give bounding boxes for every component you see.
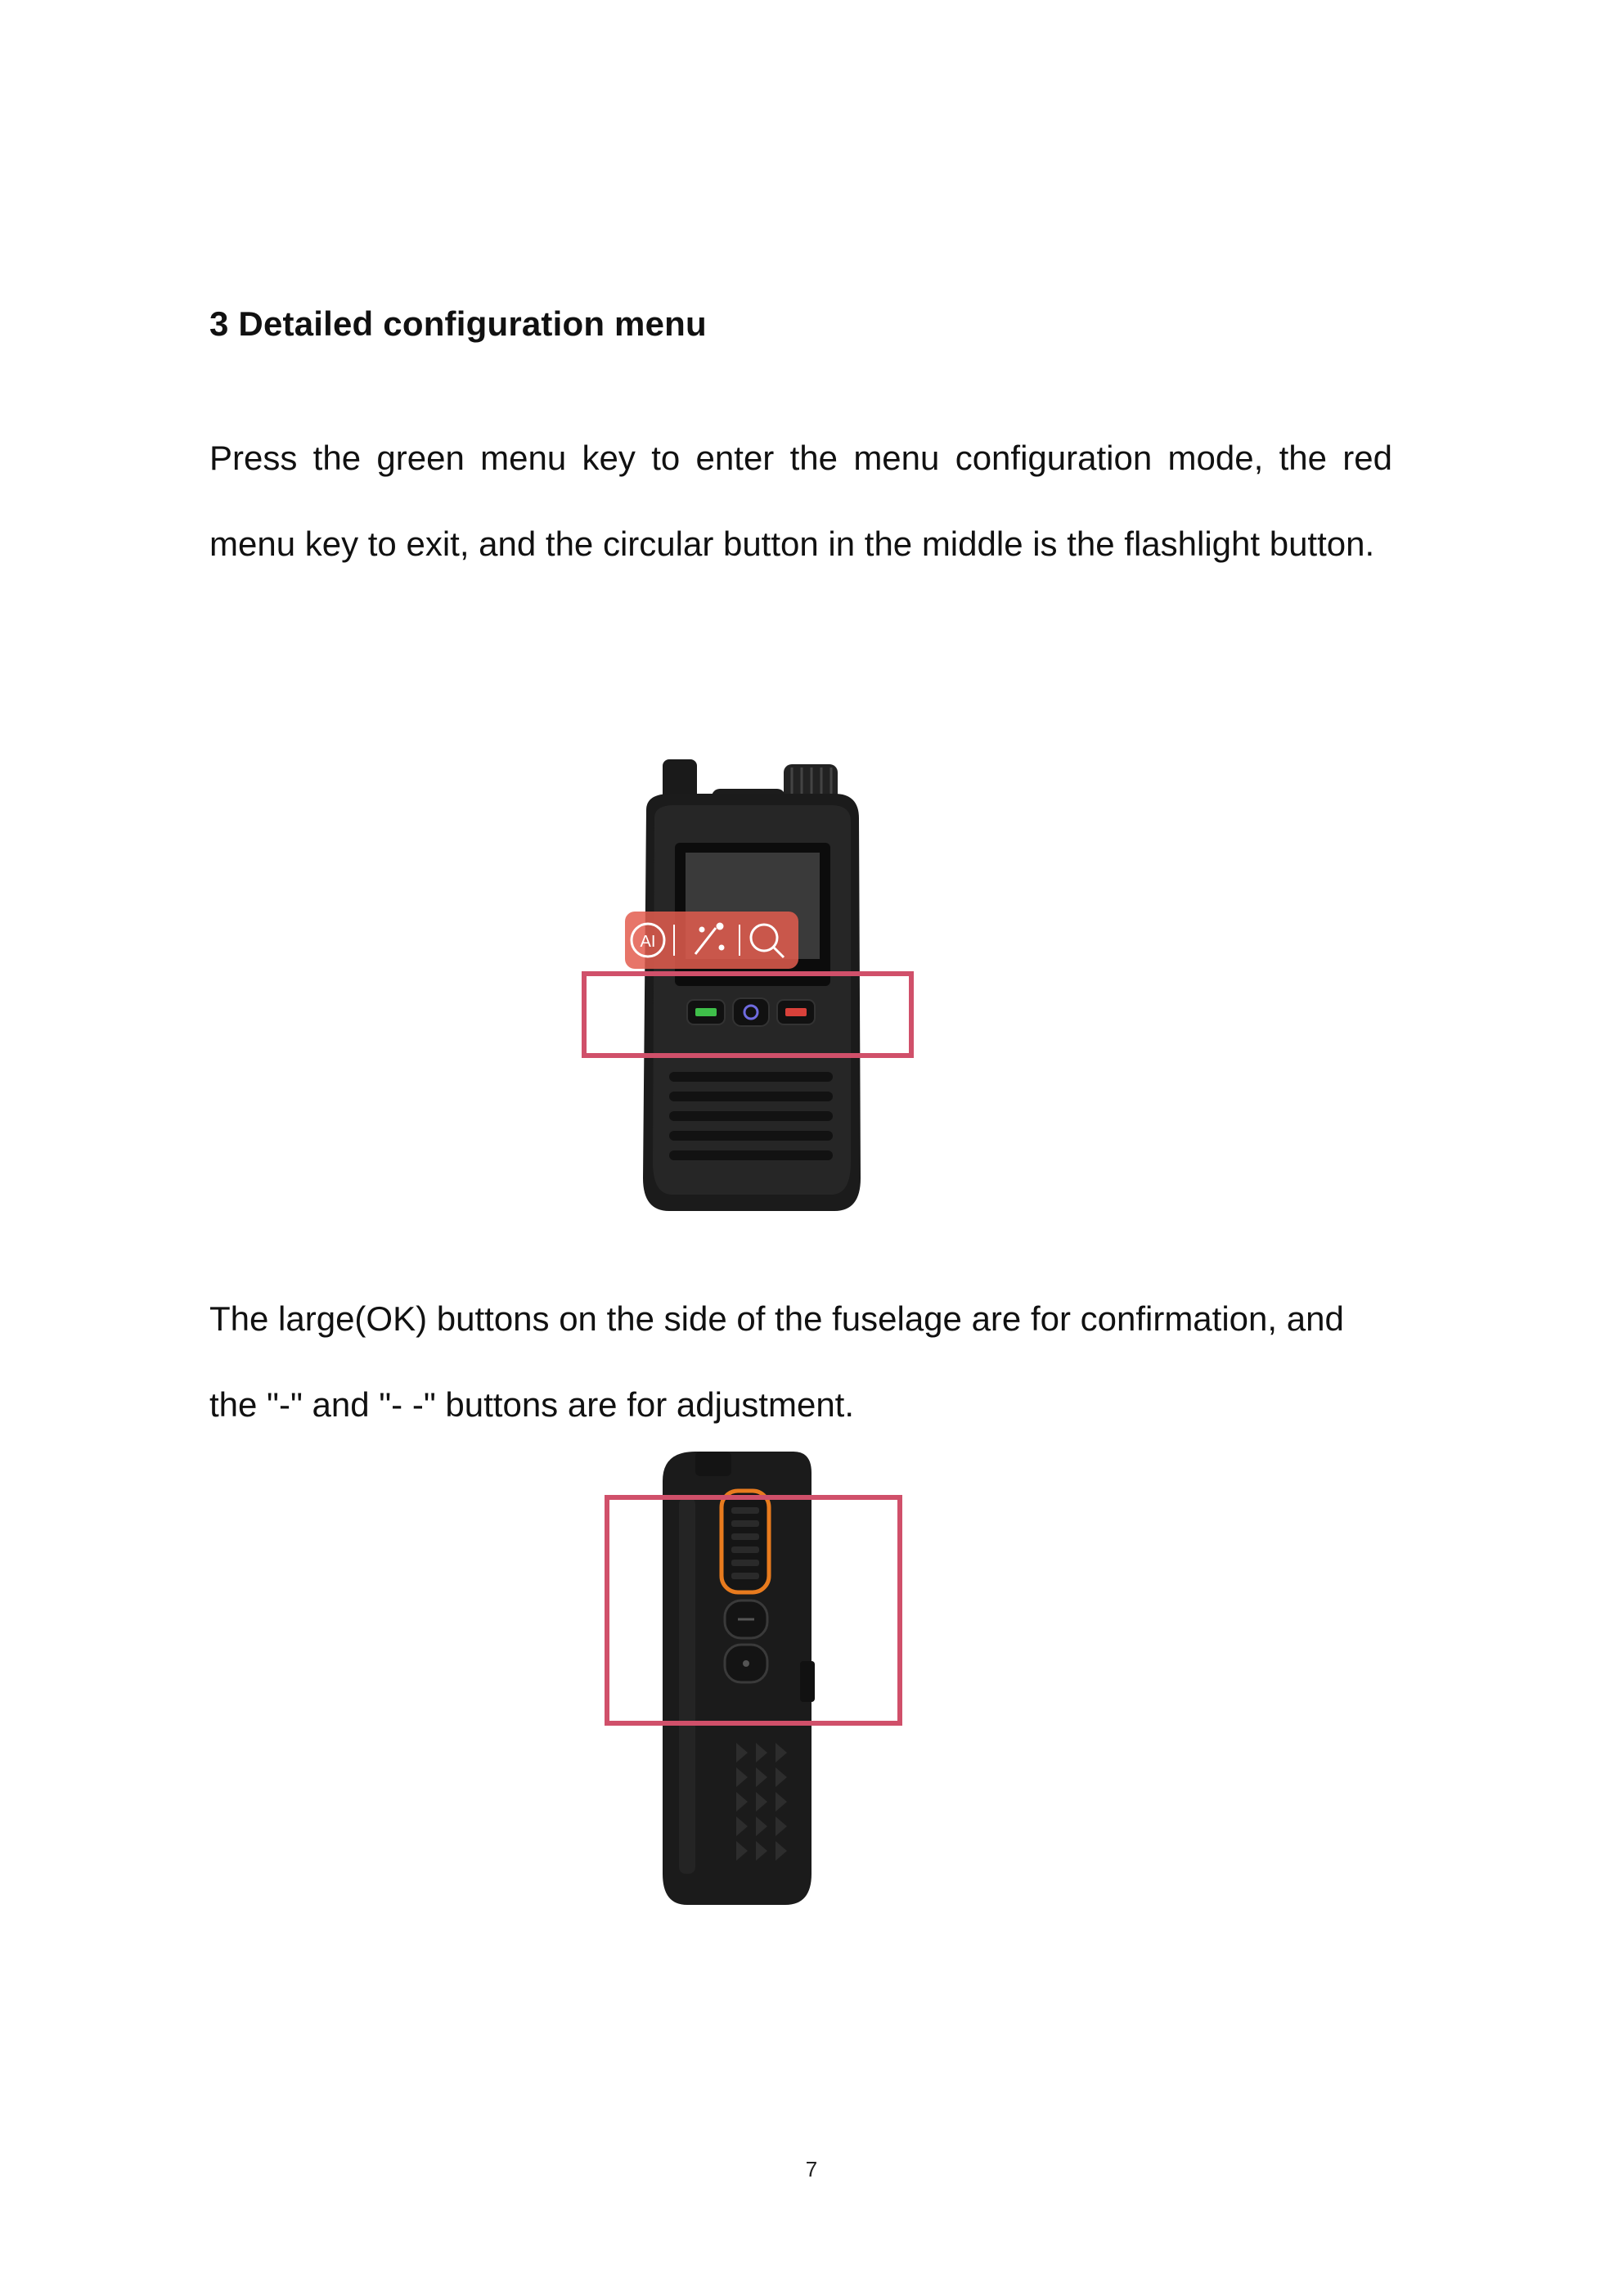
paragraph-menu-keys: Press the green menu key to enter the menu configuration mode, the red menu key to exit, and the circular button in the middle is the flashlight button.: [209, 439, 1392, 563]
svg-text:AI: AI: [640, 933, 656, 951]
radio-front-image: [573, 753, 916, 1219]
flashlight-key[interactable]: [733, 998, 769, 1026]
radio-side-figure: [597, 1448, 908, 1915]
section-heading: 3 Detailed configuration menu: [209, 304, 707, 343]
page-number: 7: [805, 2157, 818, 2181]
radio-side-image: [597, 1448, 908, 1915]
paragraph-side-buttons: The large(OK) buttons on the side of the fuselage are for confirmation, and the "-" and "- -" buttons are for adjustment.: [209, 1299, 1344, 1424]
radio-front-figure: [573, 753, 916, 1219]
